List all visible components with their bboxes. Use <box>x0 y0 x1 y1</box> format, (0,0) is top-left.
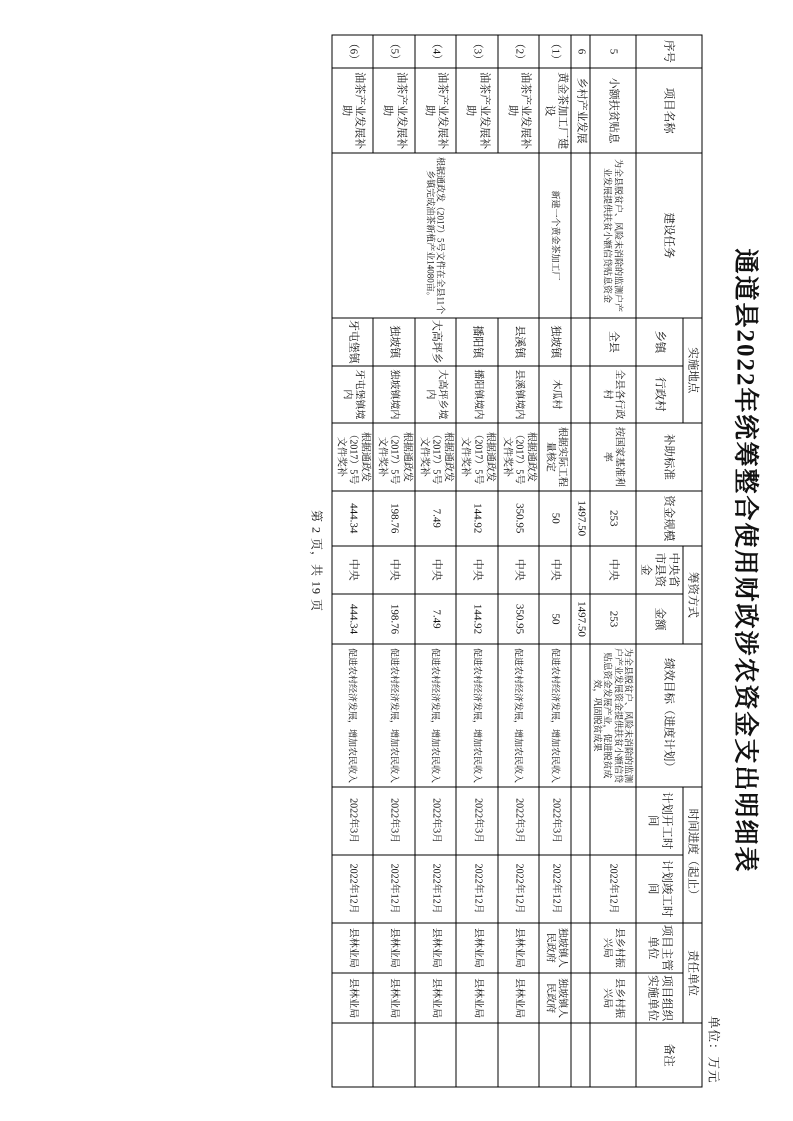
cell-village: 大高坪乡境内 <box>414 365 456 422</box>
cell-fund-scale: 198.76 <box>373 490 415 545</box>
cell-implement-unit <box>571 972 589 1022</box>
cell-supervisor-unit: 县林业局 <box>414 922 456 972</box>
cell-amount: 444.34 <box>331 593 373 643</box>
cell-amount: 1497.50 <box>571 593 589 643</box>
cell-planned-finish: 2022年12月 <box>373 854 415 922</box>
cell-planned-start <box>589 786 635 854</box>
header-performance-goal: 绩效目标（进度计划） <box>635 644 701 786</box>
cell-planned-start: 2022年3月 <box>539 786 571 854</box>
cell-performance-goal: 促进农村经济发展，增加农民收入 <box>331 644 373 786</box>
header-responsible-group: 责任单位 <box>682 922 701 1023</box>
cell-central-fund: 中央 <box>456 545 498 593</box>
table-header-row-1 <box>682 35 701 1087</box>
cell-supervisor-unit: 县林业局 <box>497 922 539 972</box>
cell-amount: 50 <box>539 593 571 643</box>
cell-project-name: 油茶产业发展补助 <box>331 67 373 152</box>
cell-fund-scale: 253 <box>589 490 635 545</box>
cell-performance-goal: 为全县脱贫户、风险未消除的监测户产业发展资金提供扶贫小额信贷贴息资金发展产业，促进脱贫成效，巩固脱贫成果 <box>589 644 635 786</box>
cell-implement-unit: 县林业局 <box>331 972 373 1022</box>
header-location-group: 实施地点 <box>682 317 701 422</box>
header-remark: 备注 <box>635 1023 701 1087</box>
cell-implement-unit: 县林业局 <box>414 972 456 1022</box>
header-implement-unit: 项目组织实施单位 <box>635 972 682 1022</box>
cell-subsidy-standard <box>571 422 589 490</box>
cell-construction-task: 根据通政发（2017）5号文件在全县11个乡镇完成油茶新植产业14080亩。 <box>331 153 539 317</box>
cell-project-name: 油茶产业发展补助 <box>456 67 498 152</box>
cell-village: 独坡镇境内 <box>373 365 415 422</box>
cell-fund-scale: 444.34 <box>331 490 373 545</box>
cell-remark <box>497 1023 539 1087</box>
cell-project-name: 小额扶贫贴息 <box>589 67 635 152</box>
cell-central-fund: 中央 <box>331 545 373 593</box>
cell-performance-goal <box>571 644 589 786</box>
cell-remark <box>456 1023 498 1087</box>
header-planned-start: 计划开工时间 <box>635 786 682 854</box>
cell-planned-finish: 2022年12月 <box>497 854 539 922</box>
cell-planned-start: 2022年3月 <box>497 786 539 854</box>
cell-fund-scale: 144.92 <box>456 490 498 545</box>
header-subsidy-standard: 补助标准 <box>635 422 701 490</box>
cell-seq: （3） <box>456 35 498 68</box>
cell-seq: （2） <box>497 35 539 68</box>
cell-project-name: 油茶产业发展补助 <box>414 67 456 152</box>
cell-township: 独坡镇 <box>373 317 415 365</box>
cell-subsidy-standard: 按国家基准利率 <box>589 422 635 490</box>
cell-remark <box>373 1023 415 1087</box>
cell-seq: （6） <box>331 35 373 68</box>
cell-central-fund: 中央 <box>589 545 635 593</box>
cell-township: 大高坪乡 <box>414 317 456 365</box>
cell-central-fund: 中央 <box>539 545 571 593</box>
cell-planned-start: 2022年3月 <box>331 786 373 854</box>
page-title: 通道县2022年统筹整合使用财政涉农资金支出明细表 <box>731 247 758 873</box>
cell-central-fund: 中央 <box>414 545 456 593</box>
cell-project-name: 油茶产业发展补助 <box>373 67 415 152</box>
header-time-group: 时间进度（起止） <box>682 786 701 922</box>
unit-label: 单位：万元 <box>706 1015 720 1083</box>
header-township: 乡镇 <box>635 317 682 365</box>
header-planned-finish: 计划竣工时间 <box>635 854 682 922</box>
cell-implement-unit: 独坡镇人民政府 <box>539 972 571 1022</box>
cell-project-name: 油茶产业发展补助 <box>497 67 539 152</box>
cell-township: 播阳镇 <box>456 317 498 365</box>
cell-township: 独坡镇 <box>539 317 571 365</box>
cell-planned-start: 2022年3月 <box>456 786 498 854</box>
cell-seq: （4） <box>414 35 456 68</box>
cell-subsidy-standard: 根据实际工程量核定 <box>539 422 571 490</box>
cell-seq: （1） <box>539 35 571 68</box>
header-fund-scale: 资金规模 <box>635 490 701 545</box>
cell-subsidy-standard: 根据通政发（2017）5号文件奖补 <box>414 422 456 490</box>
cell-performance-goal: 促进农村经济发展，增加农民收入 <box>414 644 456 786</box>
header-seq: 序号 <box>635 35 701 68</box>
cell-amount: 198.76 <box>373 593 415 643</box>
cell-implement-unit: 县林业局 <box>373 972 415 1022</box>
cell-village: 木瓜村 <box>539 365 571 422</box>
cell-fund-scale: 50 <box>539 490 571 545</box>
cell-implement-unit: 县乡村振兴局 <box>589 972 635 1022</box>
cell-performance-goal: 促进农村经济发展，增加农民收入 <box>373 644 415 786</box>
cell-amount: 253 <box>589 593 635 643</box>
cell-construction-task <box>571 153 589 317</box>
cell-supervisor-unit: 县林业局 <box>456 922 498 972</box>
cell-amount: 350.95 <box>497 593 539 643</box>
cell-performance-goal: 促进农村经济发展，增加农民收入 <box>497 644 539 786</box>
cell-planned-start: 2022年3月 <box>373 786 415 854</box>
table-row <box>589 35 635 1087</box>
cell-seq: 6 <box>571 35 589 68</box>
header-construction-task: 建设任务 <box>635 153 701 317</box>
cell-performance-goal: 促进农村经济发展，增加农民收入 <box>456 644 498 786</box>
cell-fund-scale: 1497.50 <box>571 490 589 545</box>
cell-planned-finish: 2022年12月 <box>589 854 635 922</box>
cell-central-fund: 中央 <box>373 545 415 593</box>
cell-township <box>571 317 589 365</box>
cell-village: 全县各行政村 <box>589 365 635 422</box>
header-central-fund: 中央省市县资金 <box>635 545 682 593</box>
cell-village: 播阳镇境内 <box>456 365 498 422</box>
header-funding-group: 筹资方式 <box>682 545 701 644</box>
header-village: 行政村 <box>635 365 682 422</box>
cell-planned-finish: 2022年12月 <box>456 854 498 922</box>
cell-project-name: 乡村产业发展 <box>571 67 589 152</box>
cell-subsidy-standard: 根据通政发（2017）5号文件奖补 <box>456 422 498 490</box>
cell-planned-finish: 2022年12月 <box>331 854 373 922</box>
table-row <box>539 35 571 1087</box>
cell-project-name: 黄金茶加工厂建设 <box>539 67 571 152</box>
cell-subsidy-standard: 根据通政发（2017）5号文件奖补 <box>497 422 539 490</box>
cell-supervisor-unit: 独坡镇人民政府 <box>539 922 571 972</box>
cell-planned-start: 2022年3月 <box>414 786 456 854</box>
cell-planned-start <box>571 786 589 854</box>
header-amount: 金额 <box>635 593 682 643</box>
cell-township: 全县 <box>589 317 635 365</box>
cell-remark <box>589 1023 635 1087</box>
cell-amount: 7.49 <box>414 593 456 643</box>
cell-supervisor-unit: 县林业局 <box>331 922 373 972</box>
cell-fund-scale: 350.95 <box>497 490 539 545</box>
cell-planned-finish <box>571 854 589 922</box>
table-row <box>497 35 539 1087</box>
cell-implement-unit: 县林业局 <box>456 972 498 1022</box>
cell-supervisor-unit: 县林业局 <box>373 922 415 972</box>
cell-remark <box>414 1023 456 1087</box>
header-supervisor-unit: 项目主管单位 <box>635 922 682 972</box>
cell-subsidy-standard: 根据通政发（2017）5号文件奖补 <box>331 422 373 490</box>
cell-seq: 5 <box>589 35 635 68</box>
page-footer: 第 2 页，共 19 页 <box>308 509 323 612</box>
table-body <box>331 35 635 1087</box>
cell-seq: （5） <box>373 35 415 68</box>
cell-subsidy-standard: 根据通政发（2017）5号文件奖补 <box>373 422 415 490</box>
cell-implement-unit: 县林业局 <box>497 972 539 1022</box>
cell-township: 县溪镇 <box>497 317 539 365</box>
expenditure-table <box>331 34 702 1087</box>
cell-supervisor-unit <box>571 922 589 972</box>
cell-remark <box>331 1023 373 1087</box>
cell-planned-finish: 2022年12月 <box>539 854 571 922</box>
cell-fund-scale: 7.49 <box>414 490 456 545</box>
cell-central-fund <box>571 545 589 593</box>
cell-amount: 144.92 <box>456 593 498 643</box>
cell-construction-task: 为全县脱贫户、风险未消除的监测户产业发展提供扶贫小额信贷贴息资金 <box>589 153 635 317</box>
table-row <box>571 35 589 1087</box>
cell-construction-task: 新建一个黄金茶加工厂 <box>539 153 571 317</box>
cell-remark <box>539 1023 571 1087</box>
cell-remark <box>571 1023 589 1087</box>
cell-village: 县溪镇境内 <box>497 365 539 422</box>
cell-village: 牙屯堡镇境内 <box>331 365 373 422</box>
header-project-name: 项目名称 <box>635 67 701 152</box>
cell-planned-finish: 2022年12月 <box>414 854 456 922</box>
cell-performance-goal: 促进农村经济发展，增加农民收入 <box>539 644 571 786</box>
cell-village <box>571 365 589 422</box>
cell-supervisor-unit: 县乡村振兴局 <box>589 922 635 972</box>
cell-township: 牙屯堡镇 <box>331 317 373 365</box>
cell-central-fund: 中央 <box>497 545 539 593</box>
